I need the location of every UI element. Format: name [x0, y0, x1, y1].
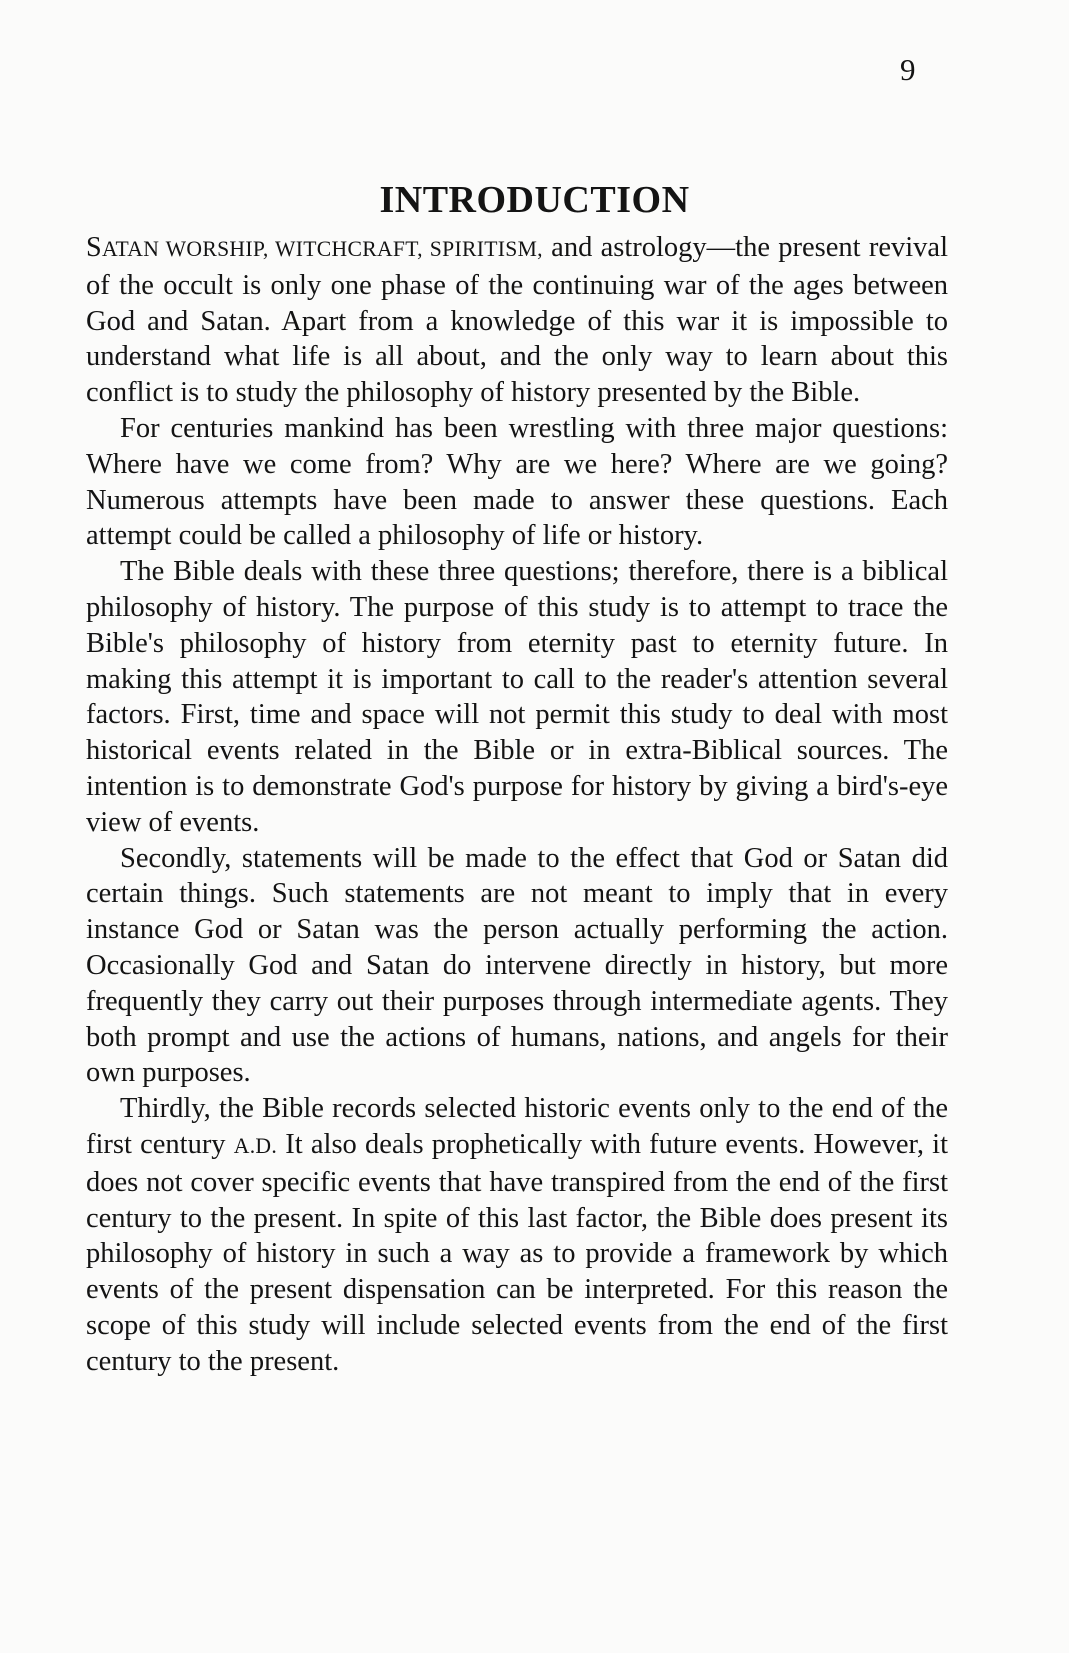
smallcaps-lead — [86, 232, 543, 263]
lead-initial: S — [86, 232, 102, 263]
paragraph-5-before: Thirdly, the Bible records selected historic events only to the end of the first century — [86, 1093, 948, 1160]
paragraph-1 — [86, 230, 948, 411]
paragraph-1-text: and astrology—the present revival of the occult is only one phase of the continuing war of the ages between God and Satan. Apart from a knowledge of this war it is impossible to understand what life is all about, and the only way to learn about this conflict is to study the philosophy of history presented by the Bible. — [86, 232, 948, 409]
paragraph-4: Secondly, statements will be made to the effect that God or Satan did certain things. Such statements are not meant to imply that in every instance God or Satan was the person actually performing the action. Occasionally God and Satan do intervene directly in history, but more frequently they carry out their purposes through intermediate agents. They both prompt and use the actions of humans, nations, and angels for their own purposes. — [86, 842, 948, 1089]
paragraph-5-after: It also deals prophetically with future events. However, it does not cover specific events that have transpired from the end of the first century to the present. In spite of this last factor, the Bible does present its philosophy of history in such a way as to provide a framework by which events of the present dispensation can be interpreted. For this reason the scope of this study will include selected events from the end of the first century to the present. — [86, 1128, 948, 1377]
chapter-body — [86, 230, 948, 1380]
chapter-title: INTRODUCTION — [379, 179, 690, 221]
lead-smallcaps-text: ATAN WORSHIP, WITCHCRAFT, SPIRITISM, — [101, 237, 543, 261]
era-abbreviation: A.D. — [233, 1133, 278, 1158]
paragraph-2: For centuries mankind has been wrestling with three major questions: Where have we come from? Why are we here? Where are we going? Numerous attempts have been made to answer these questions. Each attempt could be called a philosophy of life or history. — [86, 412, 948, 552]
paragraph-3: The Bible deals with these three questions; therefore, there is a biblical philosophy of history. The purpose of this study is to attempt to trace the Bible's philosophy of history from eternity past to eternity future. In making this attempt it is important to call to the reader's attention several factors. First, time and space will not permit this study to deal with most historical events related in the Bible or in extra-Biblical sources. The intention is to demonstrate God's purpose for history by giving a bird's-eye view of events. — [86, 556, 948, 838]
page-number: 9 — [900, 52, 916, 87]
paragraph-5 — [86, 1091, 948, 1379]
